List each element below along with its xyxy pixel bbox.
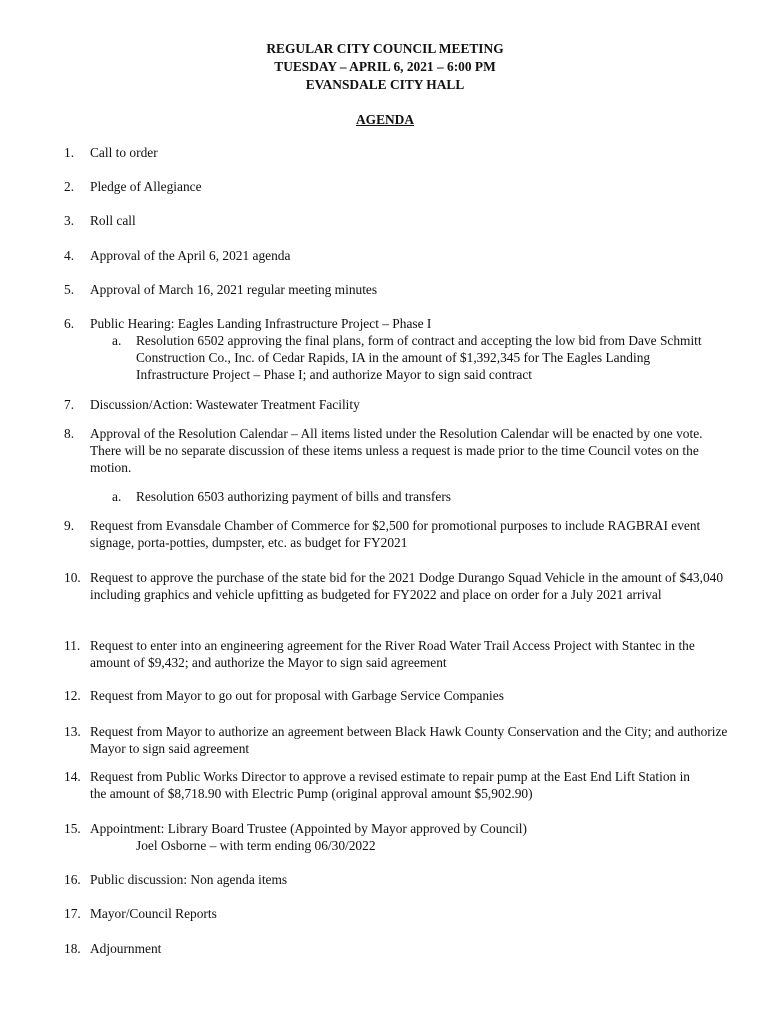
meeting-location: EVANSDALE CITY HALL — [305, 77, 465, 92]
agenda-item-18 — [64, 940, 729, 957]
item-number: 6. — [64, 316, 75, 331]
agenda-item-4 — [64, 247, 729, 264]
subitem-text: Resolution 6502 approving the final plans, form of contract and accepting the low bid from Dave Schmitt Construction Co., Inc. of Cedar Rapids, IA in the amount of $1,392,345 for The Eagles Landing Infrastructure Project – Phase I; and authorize Mayor to sign said contract — [136, 333, 702, 382]
agenda-subitem-8a — [112, 488, 712, 505]
item-number: 15. — [64, 821, 81, 836]
subitem-letter: a. — [112, 333, 122, 348]
item-number: 18. — [64, 941, 81, 956]
item-text: Approval of the Resolution Calendar – All items listed under the Resolution Calendar will be enacted by one vote. There will be no separate discussion of these items unless a request is made prior to the time Council votes on the motion. — [90, 426, 703, 475]
item-text: Public Hearing: Eagles Landing Infrastructure Project – Phase I — [90, 316, 432, 331]
item-number: 8. — [64, 426, 75, 441]
item-text: Request from Mayor to authorize an agreement between Black Hawk County Conservation and the City; and authorize Mayor to sign said agreement — [90, 724, 728, 756]
appointee-line: Joel Osborne – with term ending 06/30/2022 — [136, 838, 376, 853]
item-number: 10. — [64, 570, 81, 585]
agenda-item-13 — [64, 723, 729, 757]
meeting-title: REGULAR CITY COUNCIL MEETING — [266, 41, 504, 56]
item-number: 11. — [64, 638, 81, 653]
item-number: 13. — [64, 724, 81, 739]
item-text: Appointment: Library Board Trustee (Appointed by Mayor approved by Council) — [90, 821, 527, 836]
agenda-subitem-6a — [112, 332, 707, 383]
agenda-item-7 — [64, 396, 729, 413]
agenda-item-14 — [64, 768, 704, 802]
item-number: 4. — [64, 248, 75, 263]
agenda-item-3 — [64, 212, 729, 229]
agenda-item-15 — [64, 820, 729, 837]
meeting-date: TUESDAY – APRIL 6, 2021 – 6:00 PM — [274, 59, 496, 74]
item-number: 1. — [64, 145, 75, 160]
item-text: Discussion/Action: Wastewater Treatment Facility — [90, 397, 360, 412]
item-text: Request from Evansdale Chamber of Commerce for $2,500 for promotional purposes to include RAGBRAI event signage, porta-potties, dumpster, etc. as budget for FY2021 — [90, 518, 701, 550]
agenda-item-12 — [64, 687, 729, 704]
subitem-text: Resolution 6503 authorizing payment of bills and transfers — [136, 489, 451, 504]
item-text: Request from Mayor to go out for proposal with Garbage Service Companies — [90, 688, 504, 703]
item-text: Mayor/Council Reports — [90, 906, 217, 921]
item-number: 9. — [64, 518, 75, 533]
subitem-letter: a. — [112, 489, 122, 504]
item-text: Call to order — [90, 145, 158, 160]
agenda-item-11 — [64, 637, 729, 671]
agenda-heading: AGENDA — [355, 112, 415, 127]
item-text: Adjournment — [90, 941, 162, 956]
item-number: 2. — [64, 179, 75, 194]
item-text: Request to approve the purchase of the state bid for the 2021 Dodge Durango Squad Vehicle in the amount of $43,040 including graphics and vehicle upfitting as budgeted for FY2022 and place on order for a July 2021 arrival — [90, 570, 724, 602]
item-text: Request from Public Works Director to approve a revised estimate to repair pump at the East End Lift Station in the amount of $8,718.90 with Electric Pump (original approval amount $5,902.90) — [90, 769, 690, 801]
agenda-item-6 — [64, 315, 729, 332]
item-text: Approval of the April 6, 2021 agenda — [90, 248, 291, 263]
agenda-item-9 — [64, 517, 729, 551]
item-number: 5. — [64, 282, 75, 297]
agenda-item-17 — [64, 905, 729, 922]
agenda-item-8 — [64, 425, 724, 476]
item-number: 17. — [64, 906, 81, 921]
item-text: Request to enter into an engineering agreement for the River Road Water Trail Access Project with Stantec in the amount of $9,432; and authorize the Mayor to sign said agreement — [90, 638, 695, 670]
agenda-item-2 — [64, 178, 729, 195]
item-number: 12. — [64, 688, 81, 703]
agenda-item-10 — [64, 569, 729, 603]
agenda-item-1 — [64, 144, 729, 161]
item-text: Approval of March 16, 2021 regular meeting minutes — [90, 282, 378, 297]
item-number: 16. — [64, 872, 81, 887]
item-text: Pledge of Allegiance — [90, 179, 202, 194]
agenda-item-5 — [64, 281, 729, 298]
item-text: Roll call — [90, 213, 136, 228]
agenda-item-16 — [64, 871, 729, 888]
item-number: 14. — [64, 769, 81, 784]
item-number: 3. — [64, 213, 75, 228]
item-number: 7. — [64, 397, 75, 412]
item-text: Public discussion: Non agenda items — [90, 872, 288, 887]
